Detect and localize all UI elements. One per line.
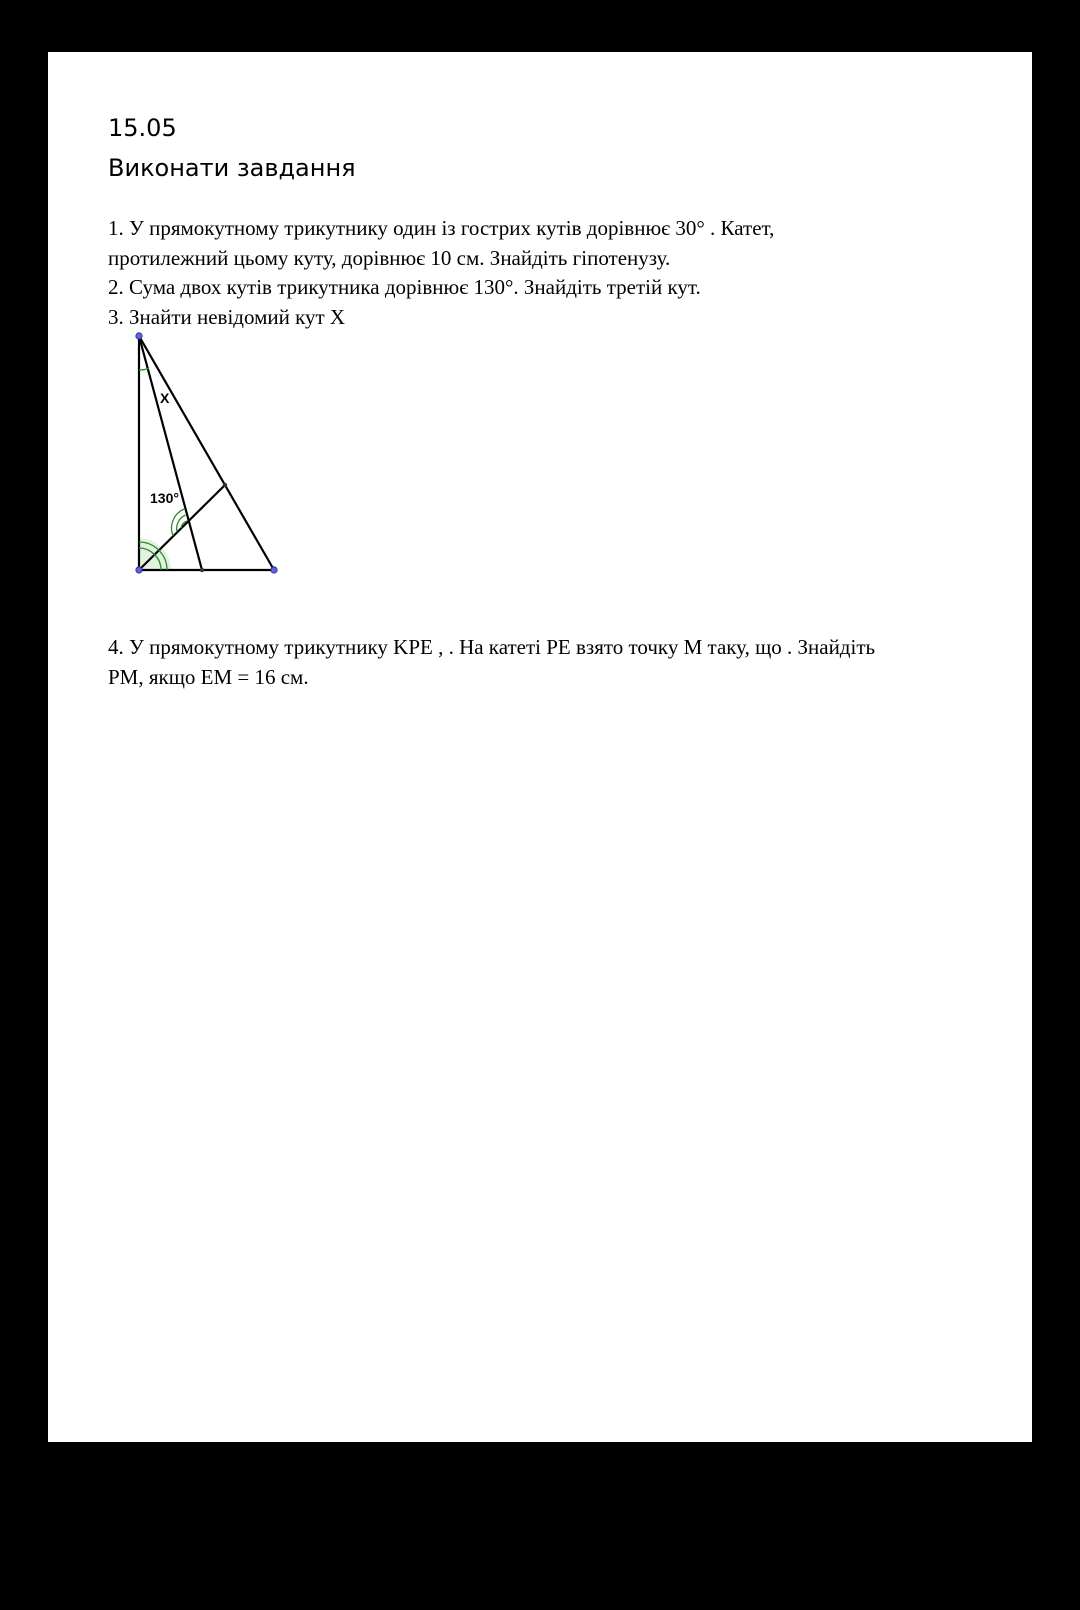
task-1-line-2: протилежний цьому куту, дорівнює 10 см. Знайдіть гіпотенузу. (108, 245, 671, 270)
triangle-figure (133, 330, 293, 590)
label-130: 130° (150, 490, 179, 506)
main-triangle (139, 336, 274, 570)
task-3: 3. Знайти невідомий кут X (108, 304, 346, 329)
task-list (108, 214, 1008, 332)
task-4-line-2: PM, якщо EM = 16 см. (108, 664, 309, 689)
task-1-line-1: 1. У прямокутному трикутнику один із гострих кутів дорівнює 30° . Катет, (108, 216, 775, 240)
vertex-bottom-left (136, 567, 142, 573)
point-hypotenuse (223, 483, 227, 487)
task-2: 2. Сума двох кутів трикутника дорівнює 130°. Знайдіть третій кут. (108, 275, 701, 299)
vertex-top (136, 333, 142, 339)
cevian-top (139, 336, 202, 570)
label-x: X (160, 390, 170, 406)
page-title: Виконати завдання (108, 154, 356, 182)
date-heading: 15.05 (108, 114, 177, 142)
vertex-bottom-right (271, 567, 277, 573)
document-page (48, 52, 1032, 1442)
point-bottom (200, 568, 204, 572)
task-4 (108, 633, 1008, 692)
task-4-line-1: 4. У прямокутному трикутнику KPE , . На катеті PE взято точку M таку, що . Знайдіть (108, 635, 876, 659)
